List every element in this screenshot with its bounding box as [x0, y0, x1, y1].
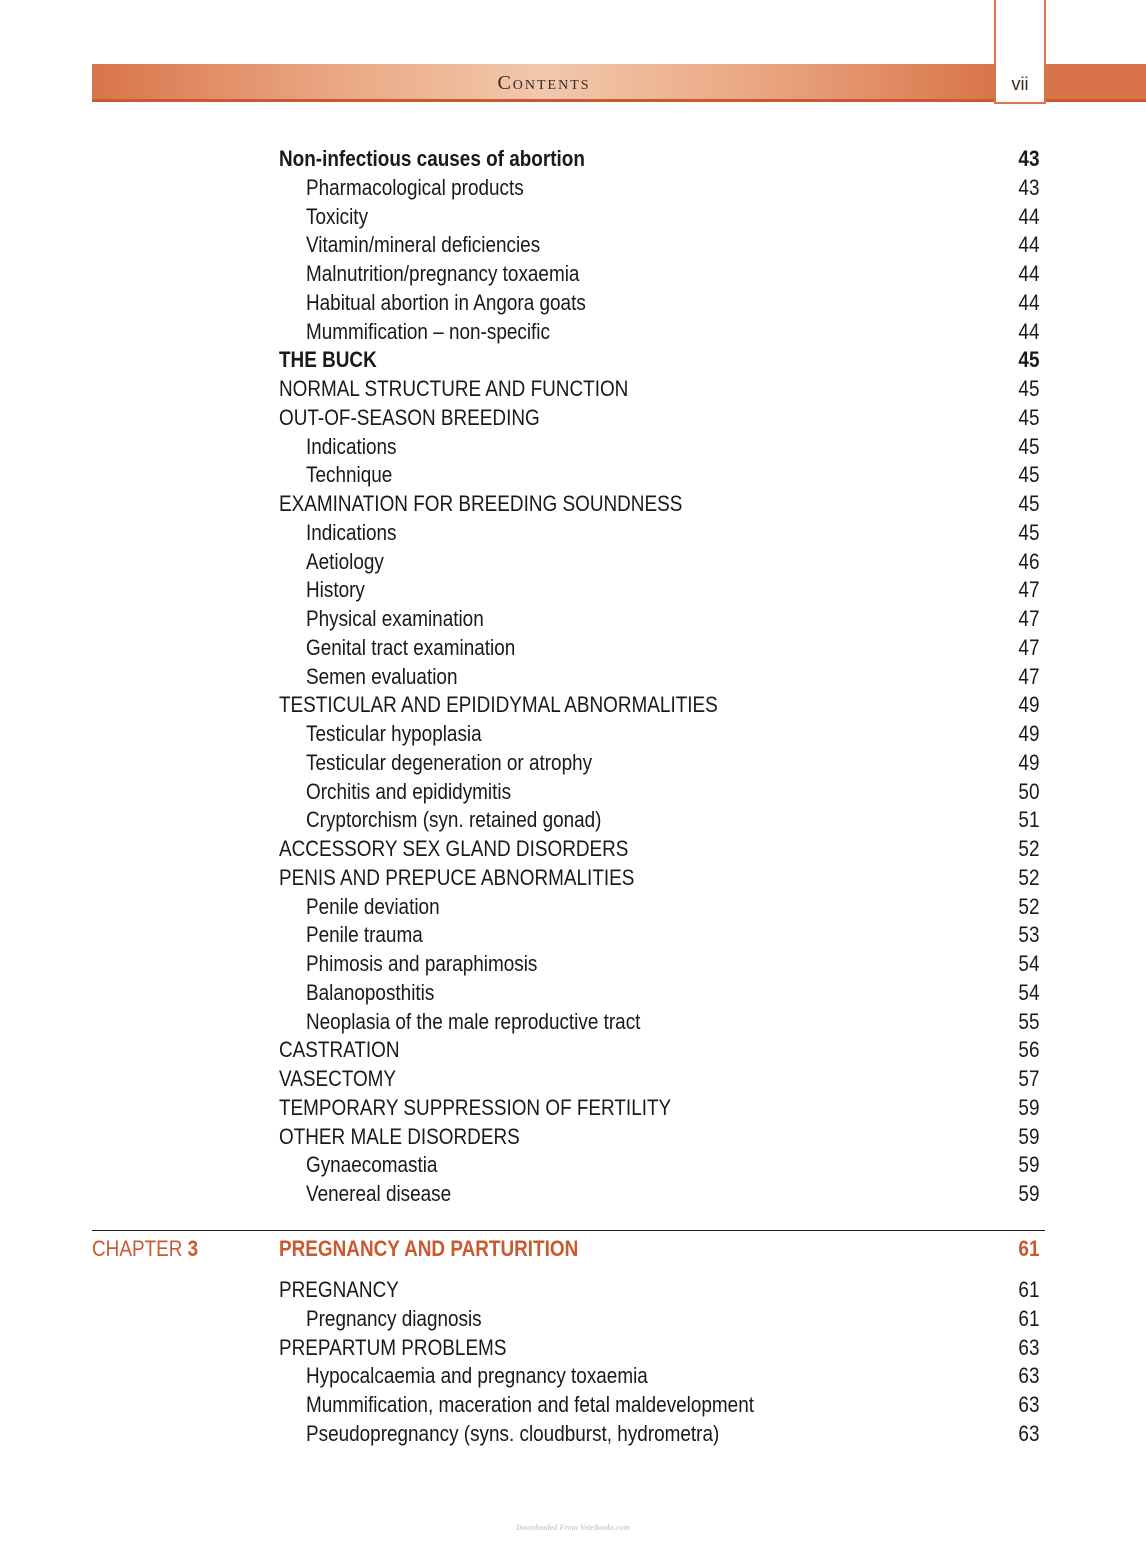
toc-entry-page: 45: [1017, 404, 1039, 430]
toc-entry-page: 52: [1017, 893, 1039, 919]
toc-entry[interactable]: [279, 1093, 1039, 1122]
toc-entry-page: 57: [1017, 1066, 1039, 1091]
toc-entry-label: Neoplasia of the male reproductive tract: [306, 1008, 641, 1034]
toc-entry-label: Venereal disease: [306, 1181, 452, 1206]
toc-entry[interactable]: [279, 345, 1039, 374]
toc-entry[interactable]: [279, 1064, 1039, 1093]
toc-entry-label: Testicular degeneration or atrophy: [306, 749, 593, 775]
toc-entry[interactable]: [279, 547, 1039, 576]
toc-entry-label: Pregnancy diagnosis: [306, 1305, 482, 1331]
toc-entry-label: Aetiology: [306, 548, 384, 574]
toc-entry[interactable]: [279, 1122, 1039, 1151]
toc-entry[interactable]: [279, 1333, 1039, 1362]
toc-entry-label: OTHER MALE DISORDERS: [279, 1123, 520, 1149]
toc-entry[interactable]: [279, 920, 1039, 949]
toc-entry-label: Orchitis and epididymitis: [306, 778, 512, 804]
toc-entry-label: Mummification, maceration and fetal maldevelopment: [306, 1392, 754, 1418]
chapter-divider: [92, 1230, 1045, 1231]
toc-entry-page: 61: [1017, 1305, 1039, 1331]
toc-entry[interactable]: [279, 1304, 1039, 1333]
toc-entry-label: Habitual abortion in Angora goats: [306, 289, 586, 315]
toc-entry-page: 43: [1017, 146, 1039, 171]
toc-entry-page: 44: [1017, 232, 1039, 258]
toc-entry[interactable]: [279, 690, 1039, 719]
toc-entry-label: Malnutrition/pregnancy toxaemia: [306, 261, 580, 286]
toc-entry-page: 63: [1017, 1363, 1039, 1389]
toc-entry-label: Penile trauma: [306, 922, 423, 948]
toc-entry[interactable]: [279, 489, 1039, 518]
toc-entry-label: TEMPORARY SUPPRESSION OF FERTILITY: [279, 1094, 672, 1120]
toc-entry-page: 47: [1017, 663, 1039, 689]
toc-entry-page: 44: [1017, 261, 1039, 286]
toc-entry-label: Gynaecomastia: [306, 1152, 438, 1178]
toc-entry[interactable]: [279, 1179, 1039, 1208]
toc-entry-label: History: [306, 577, 365, 603]
toc-entry[interactable]: [279, 777, 1039, 806]
toc-entry-label: Hypocalcaemia and pregnancy toxaemia: [306, 1363, 648, 1389]
toc-entry[interactable]: [279, 1275, 1039, 1304]
chapter-page: 61: [1017, 1236, 1039, 1261]
toc-entry[interactable]: [279, 633, 1039, 662]
toc-entry-label: Genital tract examination: [306, 634, 516, 660]
toc-entry-page: 45: [1017, 462, 1039, 488]
header-band-right: [1046, 64, 1146, 102]
toc-entry-label: Toxicity: [306, 203, 369, 229]
toc-entry-page: 53: [1017, 922, 1039, 948]
toc-entry[interactable]: [279, 259, 1039, 288]
chapter-title: PREGNANCY AND PARTURITION: [279, 1236, 579, 1261]
toc-entry-label: TESTICULAR AND EPIDIDYMAL ABNORMALITIES: [279, 692, 718, 718]
toc-entry-page: 63: [1017, 1334, 1039, 1360]
toc-entry-label: Technique: [306, 462, 393, 488]
toc-entry[interactable]: [279, 144, 1039, 173]
toc-entry-page: 45: [1017, 376, 1039, 401]
toc-entry-label: VASECTOMY: [279, 1066, 397, 1091]
toc-entry-label: Pharmacological products: [306, 174, 524, 200]
toc-entry[interactable]: [279, 432, 1039, 461]
toc-entry-label: PREPARTUM PROBLEMS: [279, 1334, 507, 1360]
toc-entry-page: 54: [1017, 951, 1039, 976]
toc-entry-page: 61: [1017, 1277, 1039, 1302]
toc-entry-label: CASTRATION: [279, 1037, 400, 1063]
toc-entry-page: 59: [1017, 1094, 1039, 1120]
toc-entry-label: Mummification – non-specific: [306, 318, 550, 344]
toc-entry[interactable]: [279, 575, 1039, 604]
toc-entry-page: 43: [1017, 174, 1039, 200]
toc-entry[interactable]: [279, 892, 1039, 921]
toc-entry-label: ACCESSORY SEX GLAND DISORDERS: [279, 836, 629, 861]
toc-entry-label: Cryptorchism (syn. retained gonad): [306, 807, 602, 833]
toc-entry-label: PREGNANCY: [279, 1277, 399, 1302]
toc-entry[interactable]: [279, 978, 1039, 1007]
toc-entry-label: Physical examination: [306, 606, 484, 631]
toc-entry-label: Testicular hypoplasia: [306, 721, 482, 746]
toc-entry[interactable]: [279, 518, 1039, 547]
toc-entry[interactable]: [279, 748, 1039, 777]
toc-entry[interactable]: [279, 173, 1039, 202]
toc-entry-page: 45: [1017, 519, 1039, 545]
toc-entry-label: Indications: [306, 433, 397, 459]
toc-entry-page: 59: [1017, 1181, 1039, 1206]
toc-entry-page: 59: [1017, 1152, 1039, 1178]
toc-entry-page: 51: [1017, 807, 1039, 833]
toc-entry[interactable]: [279, 374, 1039, 403]
toc-entry-label: EXAMINATION FOR BREEDING SOUNDNESS: [279, 491, 683, 516]
chapter-title-row[interactable]: [279, 1234, 1039, 1263]
toc-entry-page: 47: [1017, 577, 1039, 603]
toc-entry[interactable]: [279, 863, 1039, 892]
toc-entry-page: 45: [1017, 433, 1039, 459]
page-header-title: Contents: [497, 72, 591, 94]
toc-entry[interactable]: [279, 1419, 1039, 1448]
toc-entry[interactable]: [279, 719, 1039, 748]
toc-entry-page: 52: [1017, 836, 1039, 861]
toc-entry-page: 46: [1017, 548, 1039, 574]
toc-entry-page: 45: [1017, 491, 1039, 516]
toc-entry-page: 50: [1017, 778, 1039, 804]
toc-entry-label: Indications: [306, 519, 397, 545]
toc-entry[interactable]: [279, 949, 1039, 978]
toc-entry[interactable]: [279, 662, 1039, 691]
toc-entry-page: 49: [1017, 749, 1039, 775]
toc-entry[interactable]: [279, 1361, 1039, 1390]
toc-entry[interactable]: [279, 834, 1039, 863]
toc-entry-label: Vitamin/mineral deficiencies: [306, 232, 541, 258]
toc-entry-page: 63: [1017, 1392, 1039, 1418]
footer-watermark: Downloaded From VeteBooks.com: [515, 1523, 630, 1532]
toc-entry-page: 49: [1017, 721, 1039, 746]
toc-entry-page: 44: [1017, 203, 1039, 229]
toc-entry-label: Penile deviation: [306, 893, 440, 919]
toc-entry[interactable]: [279, 230, 1039, 259]
toc-entry-page: 56: [1017, 1037, 1039, 1063]
toc-entry-label: Pseudopregnancy (syns. cloudburst, hydrometra): [306, 1421, 720, 1446]
toc-entry[interactable]: [279, 1007, 1039, 1036]
toc-entry-page: 49: [1017, 692, 1039, 718]
chapter-label-prefix: CHAPTER: [92, 1236, 183, 1261]
toc-entry[interactable]: [279, 1150, 1039, 1179]
toc-entry-page: 44: [1017, 318, 1039, 344]
toc-entry-page: 47: [1017, 606, 1039, 631]
toc-entry-label: Phimosis and paraphimosis: [306, 951, 538, 976]
toc-entry-page: 44: [1017, 289, 1039, 315]
chapter-number: 3: [187, 1236, 199, 1261]
toc-entry-page: 52: [1017, 864, 1039, 890]
toc-entry-page: 47: [1017, 634, 1039, 660]
chapter-label: [92, 1234, 198, 1263]
toc-entry-label: Semen evaluation: [306, 663, 458, 689]
toc-entry-page: 45: [1017, 347, 1039, 373]
toc-entry-label: NORMAL STRUCTURE AND FUNCTION: [279, 376, 629, 401]
toc-entry-label: OUT-OF-SEASON BREEDING: [279, 404, 540, 430]
toc-entry-page: 63: [1017, 1421, 1039, 1446]
toc-entry[interactable]: [279, 1035, 1039, 1064]
toc-entry[interactable]: [279, 1390, 1039, 1419]
toc-entry[interactable]: [279, 460, 1039, 489]
toc-entry-label: THE BUCK: [279, 347, 377, 373]
toc-entry[interactable]: [279, 288, 1039, 317]
page-number: vii: [1011, 74, 1029, 94]
toc-entry[interactable]: [279, 403, 1039, 432]
toc-entry[interactable]: [279, 202, 1039, 231]
toc-entry-label: Non-infectious causes of abortion: [279, 146, 585, 171]
toc-entry[interactable]: [279, 805, 1039, 834]
toc-entry-page: 59: [1017, 1123, 1039, 1149]
toc-entry[interactable]: [279, 317, 1039, 346]
toc-entry-label: PENIS AND PREPUCE ABNORMALITIES: [279, 864, 635, 890]
toc-entry-label: Balanoposthitis: [306, 979, 435, 1005]
toc-entry-page: 54: [1017, 979, 1039, 1005]
toc-entry[interactable]: [279, 604, 1039, 633]
toc-entry-page: 55: [1017, 1008, 1039, 1034]
